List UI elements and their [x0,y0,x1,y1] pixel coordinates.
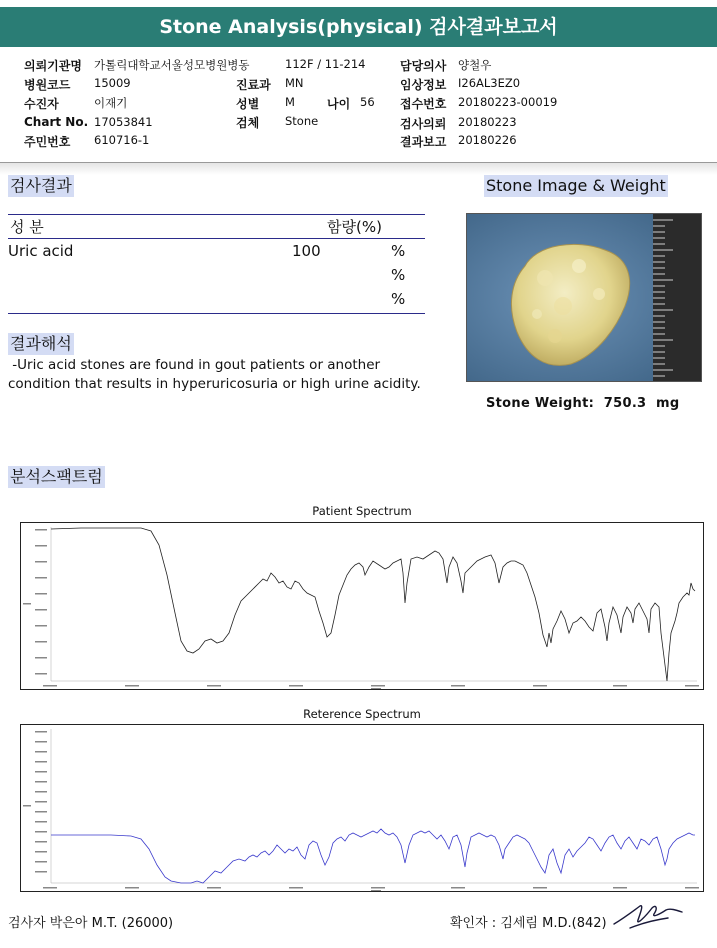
report-title: Stone Analysis(physical) 검사결과보고서 [0,7,717,47]
field-value-report-date: 20180226 [458,133,517,147]
field-label-specimen: 검체 [236,116,260,130]
field-label-clinical-info: 임상정보 [400,78,447,92]
stone-weight: Stone Weight: 750.3 mg [486,396,680,411]
field-value-receipt-no: 20180223-00019 [458,95,558,109]
confirmer-text: 확인자 : 김세림 M.D.(842) [450,916,607,931]
table-top-line [8,214,425,215]
interpretation-section-title: 결과해석 [10,334,72,353]
reference-spectrum-title: Reterence Spectrum [303,707,421,721]
result-row-3-unit: % [391,290,406,308]
table-header-line [8,238,425,239]
stone-photo [466,213,702,382]
field-value-doctor: 양철우 [458,58,492,72]
field-value-request-date: 20180223 [458,115,517,129]
patient-spectrum-title: Patient Spectrum [312,504,412,518]
field-value-ward: 112F / 11-214 [285,57,366,71]
field-value-department: MN [285,76,304,90]
table-bottom-line [8,313,425,314]
field-label-doctor: 담당의사 [400,59,447,73]
stone-section-title: Stone Image & Weight [486,176,666,195]
field-value-clinical-info: I26AL3EZ0 [458,76,521,90]
reference-spectrum-chart [20,724,704,892]
result-row-1-unit: % [391,242,406,260]
field-value-sex: M [285,95,295,109]
field-value-patient: 이재기 [94,96,128,110]
field-label-sex: 성별 [236,97,260,111]
field-value-hospital-code: 15009 [94,76,131,90]
field-label-department: 진료과 [236,78,271,92]
patient-spectrum-chart [20,522,704,690]
result-row-2-unit: % [391,266,406,284]
spectrum-section-title: 분석스팩트럼 [10,467,103,486]
result-row-1-value: 100 [292,242,321,260]
field-label-receipt-no: 접수번호 [400,97,447,111]
header-shadow [0,163,717,175]
field-label-patient: 수진자 [24,97,59,111]
field-label-report-date: 결과보고 [400,135,447,149]
field-value-specimen: Stone [285,114,319,128]
field-label-id-number: 주민번호 [24,135,71,149]
interpretation-line-2: condition that results in hyperuricosuria or high urine acidity. [8,376,421,392]
signature [610,898,690,932]
field-label-chart-no: Chart No. [24,115,89,129]
results-section-title: 검사결과 [10,176,72,195]
header-info [0,50,717,162]
col-header-component: 성 분 [10,218,44,236]
field-value-id-number: 610716-1 [94,133,150,147]
examiner-text: 검사자 박은아 M.T. (26000) [8,916,174,931]
field-label-institution: 의뢰기관명 [24,59,82,73]
field-value-institution: 가톨릭대학교서울성모병원병동 [94,58,250,72]
field-value-chart-no: 17053841 [94,115,153,129]
interpretation-line-1: -Uric acid stones are found in gout patients or another [8,357,381,373]
field-label-age: 나이 [327,97,351,111]
field-value-age: 56 [360,95,375,109]
field-label-hospital-code: 병원코드 [24,78,71,92]
field-label-request-date: 검사의뢰 [400,117,447,131]
col-header-content: 함량(%) [327,218,382,236]
result-row-1-name: Uric acid [8,242,74,260]
